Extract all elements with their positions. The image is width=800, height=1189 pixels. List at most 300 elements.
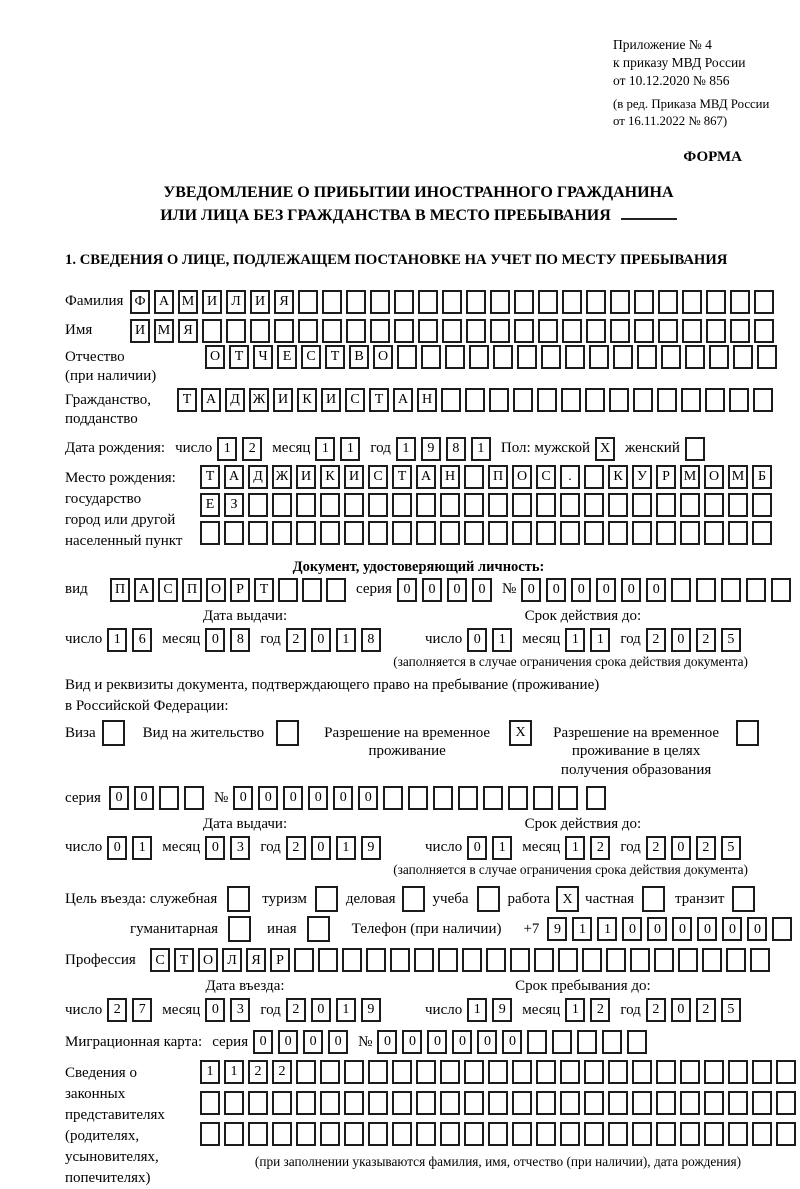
char-cell[interactable]	[469, 345, 489, 369]
char-cell[interactable]	[746, 578, 766, 602]
char-cell[interactable]	[632, 521, 652, 545]
char-cell[interactable]	[488, 1060, 508, 1084]
char-cell[interactable]	[702, 948, 722, 972]
char-cell[interactable]	[320, 493, 340, 517]
char-cell[interactable]: 0	[571, 578, 591, 602]
char-cell[interactable]	[753, 388, 773, 412]
char-cell[interactable]	[606, 948, 626, 972]
char-cell[interactable]: И	[130, 319, 150, 343]
char-cell[interactable]: 0	[472, 578, 492, 602]
char-cell[interactable]: 1	[471, 437, 491, 461]
char-cell[interactable]	[440, 1060, 460, 1084]
residence-number-tail-field[interactable]	[586, 786, 606, 810]
entry-year-field[interactable]	[286, 998, 381, 1022]
char-cell[interactable]: Т	[392, 465, 412, 489]
char-cell[interactable]	[248, 521, 268, 545]
char-cell[interactable]: П	[488, 465, 508, 489]
char-cell[interactable]	[392, 1091, 412, 1115]
char-cell[interactable]	[608, 493, 628, 517]
char-cell[interactable]: 0	[358, 786, 378, 810]
char-cell[interactable]: 2	[646, 628, 666, 652]
char-cell[interactable]	[584, 1122, 604, 1146]
char-cell[interactable]	[632, 1122, 652, 1146]
char-cell[interactable]	[752, 1060, 772, 1084]
char-cell[interactable]: 0	[311, 628, 331, 652]
char-cell[interactable]	[418, 290, 438, 314]
char-cell[interactable]: 1	[565, 998, 585, 1022]
char-cell[interactable]	[661, 345, 681, 369]
birth-month-field[interactable]	[315, 437, 360, 461]
char-cell[interactable]	[416, 1060, 436, 1084]
char-cell[interactable]: 0	[747, 917, 767, 941]
residence-valid-day[interactable]	[467, 836, 512, 860]
surname-field[interactable]	[130, 290, 774, 314]
char-cell[interactable]	[680, 1122, 700, 1146]
char-cell[interactable]: 0	[477, 1030, 497, 1054]
char-cell[interactable]	[489, 388, 509, 412]
char-cell[interactable]: Я	[274, 290, 294, 314]
char-cell[interactable]	[552, 1030, 572, 1054]
char-cell[interactable]: Т	[174, 948, 194, 972]
char-cell[interactable]: 0	[253, 1030, 273, 1054]
char-cell[interactable]: Л	[222, 948, 242, 972]
char-cell[interactable]	[302, 578, 322, 602]
char-cell[interactable]	[342, 948, 362, 972]
char-cell[interactable]	[320, 1122, 340, 1146]
char-cell[interactable]	[584, 521, 604, 545]
char-cell[interactable]: Д	[225, 388, 245, 412]
char-cell[interactable]	[656, 521, 676, 545]
char-cell[interactable]	[368, 493, 388, 517]
char-cell[interactable]	[726, 948, 746, 972]
char-cell[interactable]	[680, 1060, 700, 1084]
char-cell[interactable]: 0	[467, 836, 487, 860]
char-cell[interactable]	[736, 720, 759, 746]
char-cell[interactable]	[462, 948, 482, 972]
char-cell[interactable]	[608, 1060, 628, 1084]
char-cell[interactable]	[392, 1122, 412, 1146]
char-cell[interactable]	[671, 578, 691, 602]
char-cell[interactable]	[709, 345, 729, 369]
char-cell[interactable]	[298, 319, 318, 343]
char-cell[interactable]	[586, 319, 606, 343]
char-cell[interactable]	[732, 886, 755, 912]
char-cell[interactable]: В	[349, 345, 369, 369]
char-cell[interactable]	[582, 948, 602, 972]
char-cell[interactable]	[272, 1122, 292, 1146]
char-cell[interactable]	[250, 319, 270, 343]
char-cell[interactable]	[512, 1122, 532, 1146]
char-cell[interactable]	[632, 1091, 652, 1115]
char-cell[interactable]	[226, 319, 246, 343]
char-cell[interactable]: 2	[248, 1060, 268, 1084]
char-cell[interactable]	[704, 1091, 724, 1115]
char-cell[interactable]: Е	[277, 345, 297, 369]
char-cell[interactable]	[512, 493, 532, 517]
char-cell[interactable]	[464, 1122, 484, 1146]
char-cell[interactable]: И	[250, 290, 270, 314]
char-cell[interactable]	[416, 1122, 436, 1146]
char-cell[interactable]: 0	[205, 836, 225, 860]
purpose-study-checkbox[interactable]	[477, 886, 500, 912]
char-cell[interactable]	[754, 290, 774, 314]
issue-year-field[interactable]	[286, 628, 381, 652]
char-cell[interactable]	[536, 493, 556, 517]
char-cell[interactable]	[318, 948, 338, 972]
issue-month-field[interactable]	[205, 628, 250, 652]
char-cell[interactable]	[560, 521, 580, 545]
purpose-other-checkbox[interactable]	[307, 916, 330, 942]
char-cell[interactable]: 0	[672, 917, 692, 941]
char-cell[interactable]: Р	[656, 465, 676, 489]
char-cell[interactable]	[366, 948, 386, 972]
char-cell[interactable]	[320, 1060, 340, 1084]
valid-day-field[interactable]	[467, 628, 512, 652]
char-cell[interactable]: X	[556, 886, 579, 912]
char-cell[interactable]: Т	[369, 388, 389, 412]
char-cell[interactable]	[442, 290, 462, 314]
char-cell[interactable]	[322, 319, 342, 343]
migration-series-field[interactable]	[253, 1030, 348, 1054]
char-cell[interactable]: 8	[361, 628, 381, 652]
purpose-work-checkbox[interactable]	[556, 886, 579, 912]
char-cell[interactable]	[433, 786, 453, 810]
char-cell[interactable]	[441, 388, 461, 412]
char-cell[interactable]: 0	[621, 578, 641, 602]
char-cell[interactable]	[602, 1030, 622, 1054]
char-cell[interactable]: 0	[447, 578, 467, 602]
given-name-field[interactable]	[130, 319, 774, 343]
char-cell[interactable]: 2	[696, 628, 716, 652]
char-cell[interactable]	[465, 388, 485, 412]
char-cell[interactable]: Т	[325, 345, 345, 369]
char-cell[interactable]	[706, 290, 726, 314]
char-cell[interactable]	[248, 493, 268, 517]
char-cell[interactable]	[272, 1091, 292, 1115]
char-cell[interactable]	[680, 493, 700, 517]
char-cell[interactable]	[656, 1091, 676, 1115]
char-cell[interactable]	[721, 578, 741, 602]
profession-field[interactable]	[150, 948, 770, 972]
char-cell[interactable]	[224, 521, 244, 545]
char-cell[interactable]	[486, 948, 506, 972]
char-cell[interactable]: А	[154, 290, 174, 314]
residence-valid-month[interactable]	[565, 836, 610, 860]
char-cell[interactable]: Д	[248, 465, 268, 489]
char-cell[interactable]: Р	[230, 578, 250, 602]
char-cell[interactable]	[608, 521, 628, 545]
char-cell[interactable]	[776, 1091, 796, 1115]
char-cell[interactable]: О	[205, 345, 225, 369]
char-cell[interactable]	[392, 493, 412, 517]
char-cell[interactable]	[438, 948, 458, 972]
char-cell[interactable]	[560, 1060, 580, 1084]
char-cell[interactable]	[227, 886, 250, 912]
char-cell[interactable]: 1	[396, 437, 416, 461]
sex-male-checkbox[interactable]	[595, 437, 615, 461]
char-cell[interactable]	[322, 290, 342, 314]
char-cell[interactable]	[159, 786, 179, 810]
char-cell[interactable]	[200, 521, 220, 545]
char-cell[interactable]	[514, 319, 534, 343]
char-cell[interactable]	[296, 1091, 316, 1115]
char-cell[interactable]	[733, 345, 753, 369]
char-cell[interactable]	[681, 388, 701, 412]
char-cell[interactable]: 1	[200, 1060, 220, 1084]
char-cell[interactable]	[274, 319, 294, 343]
char-cell[interactable]	[464, 1091, 484, 1115]
char-cell[interactable]: А	[134, 578, 154, 602]
char-cell[interactable]: С	[345, 388, 365, 412]
char-cell[interactable]: 2	[286, 628, 306, 652]
char-cell[interactable]	[584, 465, 604, 489]
char-cell[interactable]	[440, 1122, 460, 1146]
char-cell[interactable]	[344, 493, 364, 517]
char-cell[interactable]	[682, 290, 702, 314]
char-cell[interactable]	[392, 1060, 412, 1084]
temp-residence-edu-checkbox[interactable]	[736, 720, 759, 746]
residence-permit-checkbox[interactable]	[276, 720, 299, 746]
char-cell[interactable]	[656, 1060, 676, 1084]
char-cell[interactable]: 7	[132, 998, 152, 1022]
char-cell[interactable]: 0	[596, 578, 616, 602]
char-cell[interactable]: 0	[397, 578, 417, 602]
char-cell[interactable]: 2	[646, 998, 666, 1022]
char-cell[interactable]	[368, 1122, 388, 1146]
char-cell[interactable]	[416, 521, 436, 545]
char-cell[interactable]	[632, 1060, 652, 1084]
residence-issue-year[interactable]	[286, 836, 381, 860]
char-cell[interactable]	[514, 290, 534, 314]
char-cell[interactable]	[368, 1091, 388, 1115]
char-cell[interactable]	[534, 948, 554, 972]
char-cell[interactable]: 9	[547, 917, 567, 941]
char-cell[interactable]: 0	[311, 836, 331, 860]
char-cell[interactable]	[458, 786, 478, 810]
char-cell[interactable]: 3	[230, 998, 250, 1022]
char-cell[interactable]: X	[595, 437, 615, 461]
char-cell[interactable]	[184, 786, 204, 810]
char-cell[interactable]	[627, 1030, 647, 1054]
char-cell[interactable]: 0	[697, 917, 717, 941]
char-cell[interactable]: З	[224, 493, 244, 517]
char-cell[interactable]	[728, 1122, 748, 1146]
char-cell[interactable]	[296, 1060, 316, 1084]
phone-field[interactable]	[547, 917, 792, 941]
char-cell[interactable]	[776, 1060, 796, 1084]
citizenship-field[interactable]	[177, 388, 773, 412]
char-cell[interactable]: 2	[242, 437, 262, 461]
char-cell[interactable]	[728, 521, 748, 545]
char-cell[interactable]	[577, 1030, 597, 1054]
char-cell[interactable]	[586, 786, 606, 810]
entry-day-field[interactable]	[107, 998, 152, 1022]
char-cell[interactable]	[682, 319, 702, 343]
stay-day-field[interactable]	[467, 998, 512, 1022]
char-cell[interactable]: 1	[107, 628, 127, 652]
char-cell[interactable]	[704, 521, 724, 545]
char-cell[interactable]	[466, 290, 486, 314]
char-cell[interactable]: 0	[109, 786, 129, 810]
char-cell[interactable]: О	[206, 578, 226, 602]
char-cell[interactable]	[757, 345, 777, 369]
issue-day-field[interactable]	[107, 628, 152, 652]
char-cell[interactable]	[729, 388, 749, 412]
char-cell[interactable]	[752, 521, 772, 545]
char-cell[interactable]	[680, 1091, 700, 1115]
char-cell[interactable]: 1	[467, 998, 487, 1022]
doc-number-field[interactable]	[521, 578, 791, 602]
char-cell[interactable]	[416, 493, 436, 517]
char-cell[interactable]	[368, 1060, 388, 1084]
char-cell[interactable]: 0	[311, 998, 331, 1022]
char-cell[interactable]: 5	[721, 628, 741, 652]
char-cell[interactable]: .	[560, 465, 580, 489]
char-cell[interactable]: 2	[286, 998, 306, 1022]
char-cell[interactable]: Ж	[249, 388, 269, 412]
char-cell[interactable]	[464, 1060, 484, 1084]
char-cell[interactable]: У	[632, 465, 652, 489]
char-cell[interactable]: 0	[452, 1030, 472, 1054]
char-cell[interactable]	[634, 319, 654, 343]
char-cell[interactable]	[414, 948, 434, 972]
char-cell[interactable]	[272, 493, 292, 517]
char-cell[interactable]: 0	[283, 786, 303, 810]
char-cell[interactable]	[560, 1091, 580, 1115]
char-cell[interactable]: С	[536, 465, 556, 489]
char-cell[interactable]	[488, 1122, 508, 1146]
char-cell[interactable]	[307, 916, 330, 942]
char-cell[interactable]	[370, 290, 390, 314]
char-cell[interactable]	[512, 1091, 532, 1115]
char-cell[interactable]	[610, 319, 630, 343]
char-cell[interactable]	[680, 521, 700, 545]
char-cell[interactable]	[416, 1091, 436, 1115]
char-cell[interactable]	[326, 578, 346, 602]
char-cell[interactable]	[421, 345, 441, 369]
char-cell[interactable]	[657, 388, 677, 412]
char-cell[interactable]	[560, 1122, 580, 1146]
char-cell[interactable]: 1	[132, 836, 152, 860]
char-cell[interactable]: 0	[205, 998, 225, 1022]
char-cell[interactable]	[224, 1122, 244, 1146]
char-cell[interactable]	[397, 345, 417, 369]
char-cell[interactable]	[630, 948, 650, 972]
char-cell[interactable]	[752, 1122, 772, 1146]
char-cell[interactable]	[344, 521, 364, 545]
char-cell[interactable]: 3	[230, 836, 250, 860]
char-cell[interactable]	[402, 886, 425, 912]
representatives-field-row3[interactable]	[200, 1122, 796, 1146]
char-cell[interactable]: 8	[446, 437, 466, 461]
valid-month-field[interactable]	[565, 628, 610, 652]
char-cell[interactable]	[656, 1122, 676, 1146]
sex-female-checkbox[interactable]	[685, 437, 705, 461]
char-cell[interactable]	[771, 578, 791, 602]
char-cell[interactable]	[202, 319, 222, 343]
char-cell[interactable]	[685, 437, 705, 461]
char-cell[interactable]	[584, 1060, 604, 1084]
char-cell[interactable]: Н	[440, 465, 460, 489]
char-cell[interactable]: 9	[361, 836, 381, 860]
char-cell[interactable]	[510, 948, 530, 972]
char-cell[interactable]: 2	[272, 1060, 292, 1084]
char-cell[interactable]: Т	[229, 345, 249, 369]
char-cell[interactable]	[442, 319, 462, 343]
char-cell[interactable]	[538, 290, 558, 314]
char-cell[interactable]: 1	[590, 628, 610, 652]
char-cell[interactable]	[537, 388, 557, 412]
char-cell[interactable]: 1	[315, 437, 335, 461]
char-cell[interactable]: А	[201, 388, 221, 412]
char-cell[interactable]	[706, 319, 726, 343]
char-cell[interactable]: М	[154, 319, 174, 343]
char-cell[interactable]	[408, 786, 428, 810]
char-cell[interactable]: 8	[230, 628, 250, 652]
char-cell[interactable]	[344, 1060, 364, 1084]
char-cell[interactable]: 0	[328, 1030, 348, 1054]
char-cell[interactable]: 0	[671, 836, 691, 860]
char-cell[interactable]: Я	[246, 948, 266, 972]
char-cell[interactable]: Т	[200, 465, 220, 489]
char-cell[interactable]	[632, 493, 652, 517]
residence-number-field[interactable]	[233, 786, 578, 810]
char-cell[interactable]: 0	[134, 786, 154, 810]
valid-year-field[interactable]	[646, 628, 741, 652]
char-cell[interactable]: О	[373, 345, 393, 369]
char-cell[interactable]	[541, 345, 561, 369]
char-cell[interactable]: С	[150, 948, 170, 972]
char-cell[interactable]	[464, 465, 484, 489]
char-cell[interactable]	[750, 948, 770, 972]
char-cell[interactable]: К	[320, 465, 340, 489]
birth-place-field-row1[interactable]	[200, 465, 772, 489]
char-cell[interactable]: А	[224, 465, 244, 489]
birth-day-field[interactable]	[217, 437, 262, 461]
char-cell[interactable]	[527, 1030, 547, 1054]
char-cell[interactable]: 2	[646, 836, 666, 860]
char-cell[interactable]: 0	[205, 628, 225, 652]
char-cell[interactable]: 0	[502, 1030, 522, 1054]
char-cell[interactable]: 0	[402, 1030, 422, 1054]
char-cell[interactable]: С	[301, 345, 321, 369]
char-cell[interactable]: О	[512, 465, 532, 489]
char-cell[interactable]	[517, 345, 537, 369]
char-cell[interactable]	[538, 319, 558, 343]
char-cell[interactable]	[445, 345, 465, 369]
char-cell[interactable]	[678, 948, 698, 972]
char-cell[interactable]	[752, 1091, 772, 1115]
doc-kind-field[interactable]	[110, 578, 346, 602]
char-cell[interactable]	[294, 948, 314, 972]
char-cell[interactable]	[565, 345, 585, 369]
char-cell[interactable]: 1	[492, 628, 512, 652]
char-cell[interactable]: 0	[258, 786, 278, 810]
char-cell[interactable]	[483, 786, 503, 810]
migration-number-field[interactable]	[377, 1030, 647, 1054]
char-cell[interactable]	[704, 1122, 724, 1146]
char-cell[interactable]: 2	[107, 998, 127, 1022]
representatives-field-row1[interactable]	[200, 1060, 796, 1084]
char-cell[interactable]	[488, 1091, 508, 1115]
char-cell[interactable]	[536, 1091, 556, 1115]
char-cell[interactable]	[512, 1060, 532, 1084]
char-cell[interactable]	[536, 521, 556, 545]
char-cell[interactable]	[346, 319, 366, 343]
char-cell[interactable]: 6	[132, 628, 152, 652]
char-cell[interactable]: И	[321, 388, 341, 412]
char-cell[interactable]	[642, 886, 665, 912]
